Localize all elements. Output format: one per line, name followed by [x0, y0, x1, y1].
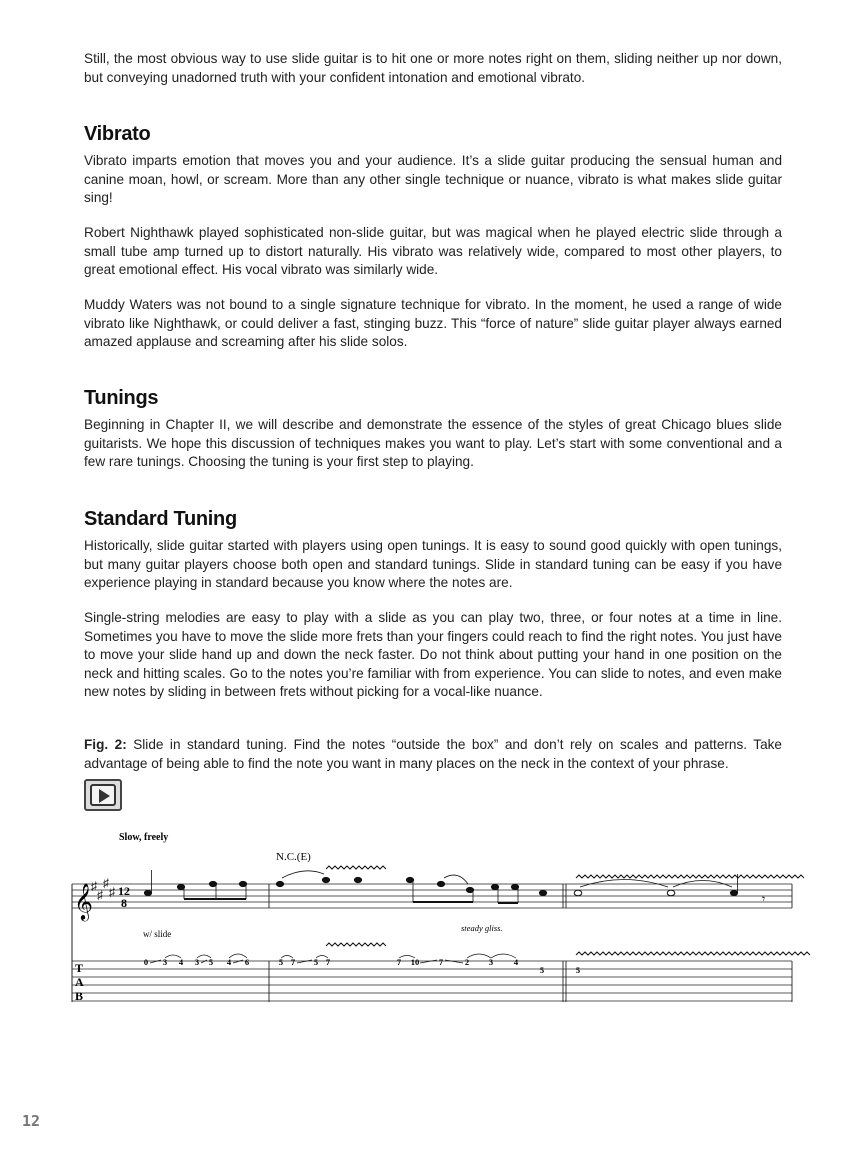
- intro-paragraph: Still, the most obvious way to use slide guitar is to hit one or more notes right on them, sliding neither up nor down, but conveying unadorned truth with your confident intonation and emotional vibrato.: [84, 51, 782, 85]
- barlines: [269, 884, 792, 1002]
- treble-clef-icon: 𝄞: [74, 883, 93, 919]
- tab-number: 10: [410, 957, 420, 967]
- standard-paragraph-2: Single-string melodies are easy to play with a slide as you can play two, three, or four notes at a time in line. Sometimes you have to move the slide more frets than your fingers could reach to find the right notes. You just have to move your slide hand up and down the neck faster. Do not think about putting your hand in one position on the neck and hitting scales. Go to the notes you’re familiar with from experience. You can slide to notes, and even make new notes by sliding in between frets without picking for a vocal-like nuance.: [84, 610, 782, 700]
- vibrato-paragraph-3: Muddy Waters was not bound to a single signature technique for vibrato. In the moment, he used a range of wide vibrato like Nighthawk, or could deliver a fast, stinging buzz. This “force of nature” slide guitar player always earned amazed applause and screaming after his slide solos.: [84, 297, 782, 350]
- standard-tuning-heading: Standard Tuning: [84, 508, 237, 530]
- tab-number: 5: [208, 957, 214, 967]
- tab-number: 3: [194, 957, 200, 967]
- tab-number: 4: [513, 957, 519, 967]
- tab-number: 6: [244, 957, 250, 967]
- tab-number: 7: [290, 957, 296, 967]
- play-triangle-icon: [99, 789, 110, 803]
- tab-number: 4: [226, 957, 232, 967]
- tab-slide-lines: [150, 954, 516, 963]
- svg-text:♯: ♯: [91, 879, 97, 893]
- tab-number: 7: [325, 957, 331, 967]
- figure-caption-text: Slide in standard tuning. Find the notes “outside the box” and don’t rely on scales and patterns. Take advantage of being able to find the note you want in many places on the neck in the context of your phrase.: [84, 737, 782, 771]
- tab-number: 3: [488, 957, 494, 967]
- tunings-paragraph: Beginning in Chapter II, we will describe and demonstrate the essence of the styles of great Chicago blues slide guitarists. We hope this discussion of techniques makes you want to play. Let’s start with some conventional and a few rare tunings. Choosing the tuning is your first step to playing.: [84, 417, 782, 470]
- figure-caption: [84, 736, 782, 773]
- notes: [144, 870, 737, 903]
- tab-number: 7: [438, 957, 444, 967]
- w-slide-label: w/ slide: [143, 929, 172, 939]
- tab-numbers: [144, 957, 580, 975]
- gliss-label: steady gliss.: [461, 923, 503, 933]
- standard-paragraph-1: Historically, slide guitar started with players using open tunings. It is easy to sound good quickly with open tunings, but many guitar players choose both open and standard tunings. Slide in standard tuning can be easy if you have experience playing in standard because you know where the notes are.: [84, 538, 782, 591]
- eighth-rest-icon: 𝄾: [762, 892, 766, 906]
- tab-number: 5: [575, 965, 581, 975]
- tab-number: 0: [143, 957, 149, 967]
- page-number: 12: [22, 1112, 41, 1130]
- play-icon[interactable]: [84, 779, 122, 811]
- tab-label-b: B: [75, 989, 84, 1003]
- tab-number: 2: [464, 957, 470, 967]
- vibrato-paragraph-1: Vibrato imparts emotion that moves you and your audience. It’s a slide guitar producing the sensual human and canine moan, howl, or scream. More than any other single technique or nuance, vibrato is what makes slide guitar sing!: [84, 153, 782, 206]
- svg-text:♯: ♯: [97, 888, 103, 902]
- tunings-heading: Tunings: [84, 387, 159, 409]
- key-signature: [91, 876, 115, 902]
- tab-label-a: A: [75, 975, 84, 989]
- vibrato-markings: [326, 866, 810, 955]
- tab-number: 4: [178, 957, 184, 967]
- time-signature-top: 12: [118, 884, 130, 898]
- tab-number: 5: [539, 965, 545, 975]
- figure-label: Fig. 2:: [84, 737, 127, 752]
- svg-text:♯: ♯: [109, 885, 115, 899]
- chord-symbol: N.C.(E): [276, 851, 311, 863]
- tab-number: 5: [278, 957, 284, 967]
- vibrato-paragraph-2: Robert Nighthawk played sophisticated non-slide guitar, but was magical when he played electric slide through a small tube amp turned up to distort naturally. His vibrato was relatively wide, compared to most other players, to great emotional effect. His vocal vibrato was similarly wide.: [84, 225, 782, 278]
- slurs: [282, 871, 732, 887]
- tab-number: 7: [396, 957, 402, 967]
- vibrato-heading: Vibrato: [84, 123, 151, 145]
- tab-lines: [72, 961, 792, 1001]
- staff-lines: [72, 884, 792, 908]
- tab-number: 5: [313, 957, 319, 967]
- play-icon-frame: [90, 784, 116, 806]
- svg-text:♯: ♯: [103, 876, 109, 890]
- time-signature-bottom: 8: [121, 896, 127, 910]
- tab-label-t: T: [75, 961, 84, 975]
- tempo-marking: Slow, freely: [119, 832, 169, 843]
- tab-number: 3: [162, 957, 168, 967]
